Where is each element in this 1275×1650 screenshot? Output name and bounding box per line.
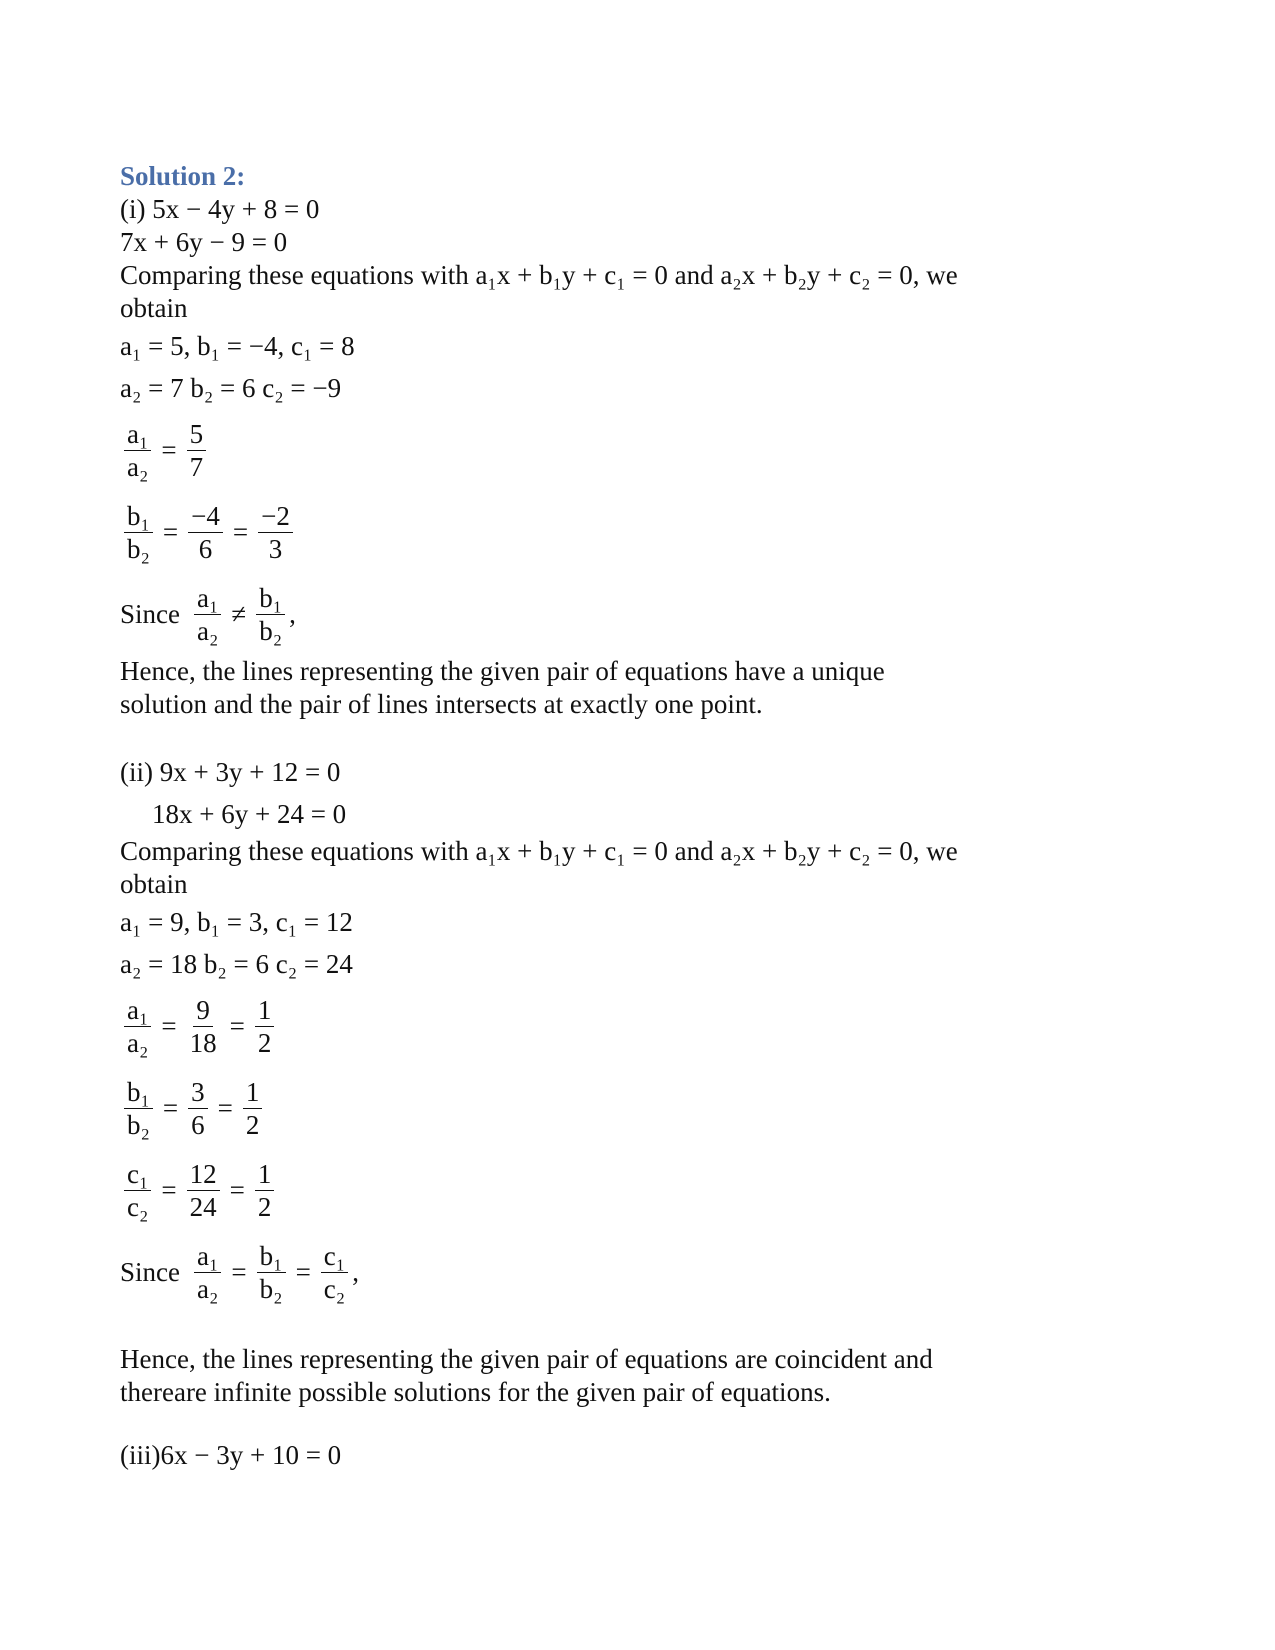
part2-conclusion-2: thereare infinite possible solutions for the given pair of equations. — [120, 1377, 831, 1407]
part1-since-line — [120, 573, 1120, 655]
general-equation-1: a₁x + b₁y + c₁ = 0 — [475, 836, 668, 866]
part2-equation-1: (ii) 9x + 3y + 12 = 0 — [120, 756, 341, 787]
equals-sign: = — [295, 1256, 311, 1287]
part2-compare-line — [120, 835, 1120, 868]
part1-coefficients-1: a₁ = 5, b₁ = −4, c₁ = 8 — [120, 330, 355, 361]
part3-equation-1: (iii)6x − 3y + 10 = 0 — [120, 1440, 342, 1470]
equals-sign: = — [161, 1174, 177, 1205]
part2-coefficients-2: a₂ = 18 b₂ = 6 c₂ = 24 — [120, 948, 353, 979]
part2-ratio-a — [120, 985, 1120, 1067]
fraction: $\frac{5}{7}$ — [187, 418, 207, 483]
equals-sign: = — [161, 434, 177, 465]
fraction: $\frac{1}{2}$ — [255, 1158, 275, 1223]
obtain-text: obtain — [120, 293, 188, 323]
equals-sign: = — [232, 516, 249, 547]
part1-conclusion-2: solution and the pair of lines intersects at exactly one point. — [120, 689, 763, 719]
part1-conclusion-1: Hence, the lines representing the given pair of equations have a unique — [120, 656, 885, 686]
part1-equation-1: (i) 5x − 4y + 8 = 0 — [120, 194, 320, 224]
equals-sign: = — [231, 1256, 247, 1287]
equals-sign: = — [161, 1010, 177, 1041]
fraction: $\frac{1}{2}$ — [243, 1076, 263, 1141]
fraction: $\frac{\text{b₁}}{\text{b₂}}$ — [257, 1240, 286, 1305]
since-text: Since — [120, 1256, 180, 1287]
fraction: $\frac{\text{a₁}}{\text{a₂}}$ — [194, 582, 221, 647]
fraction: $\frac{\text{b₁}}{\text{b₂}}$ — [124, 1076, 153, 1141]
since-text: Since — [120, 598, 180, 629]
comma: , — [352, 1256, 359, 1287]
fraction: $\frac{1}{2}$ — [255, 994, 275, 1059]
general-equation-2: a₂x + b₂y + c₂ = 0, we — [720, 260, 958, 290]
equals-sign: = — [217, 1092, 233, 1123]
fraction: $\frac{-2}{3}$ — [258, 500, 293, 565]
fraction: $\frac{\text{a₁}}{\text{a₂}}$ — [124, 418, 151, 483]
part1-ratio-a — [120, 409, 1120, 491]
compare-text: Comparing these equations with — [120, 260, 469, 290]
part2-since-line — [120, 1231, 1120, 1313]
equals-sign: = — [162, 516, 179, 547]
fraction: $\frac{3}{6}$ — [188, 1076, 208, 1141]
and-text: and — [674, 836, 714, 866]
and-text: and — [674, 260, 714, 290]
comma: , — [289, 598, 296, 629]
equals-sign: = — [229, 1010, 245, 1041]
part1-coefficients-2: a₂ = 7 b₂ = 6 c₂ = −9 — [120, 372, 342, 403]
compare-text: Comparing these equations with — [120, 836, 469, 866]
fraction: $\frac{12}{24}$ — [187, 1158, 220, 1223]
equals-sign: = — [162, 1092, 179, 1123]
general-equation-1: a₁x + b₁y + c₁ = 0 — [475, 260, 668, 290]
solution-heading: Solution 2: — [120, 161, 246, 191]
fraction: $\frac{\text{b₁}}{\text{b₂}}$ — [256, 582, 285, 647]
fraction: $\frac{\text{c₁}}{\text{c₂}}$ — [124, 1158, 151, 1223]
part2-ratio-c — [120, 1149, 1120, 1231]
part2-conclusion-1: Hence, the lines representing the given pair of equations are coincident and — [120, 1344, 933, 1374]
not-equal-sign: ≠ — [231, 598, 247, 629]
obtain-text: obtain — [120, 869, 188, 899]
part2-coefficients-1: a₁ = 9, b₁ = 3, c₁ = 12 — [120, 906, 353, 937]
fraction: $\frac{\text{c₁}}{\text{c₂}}$ — [321, 1240, 348, 1305]
fraction: $\frac{\text{a₁}}{\text{a₂}}$ — [194, 1240, 221, 1305]
equals-sign: = — [229, 1174, 245, 1205]
general-equation-2: a₂x + b₂y + c₂ = 0, we — [720, 836, 958, 866]
fraction: $\frac{\text{b₁}}{\text{b₂}}$ — [124, 500, 153, 565]
fraction: $\frac{\text{a₁}}{\text{a₂}}$ — [124, 994, 151, 1059]
fraction: $\frac{-4}{6}$ — [188, 500, 223, 565]
part1-ratio-b — [120, 491, 1120, 573]
solution-page — [120, 160, 1120, 1472]
fraction: $\frac{9}{18}$ — [189, 994, 217, 1058]
part2-equation-2: 18x + 6y + 24 = 0 — [152, 798, 347, 829]
part1-equation-2: 7x + 6y − 9 = 0 — [120, 227, 288, 257]
part1-compare-line — [120, 259, 1120, 292]
part2-ratio-b — [120, 1067, 1120, 1149]
